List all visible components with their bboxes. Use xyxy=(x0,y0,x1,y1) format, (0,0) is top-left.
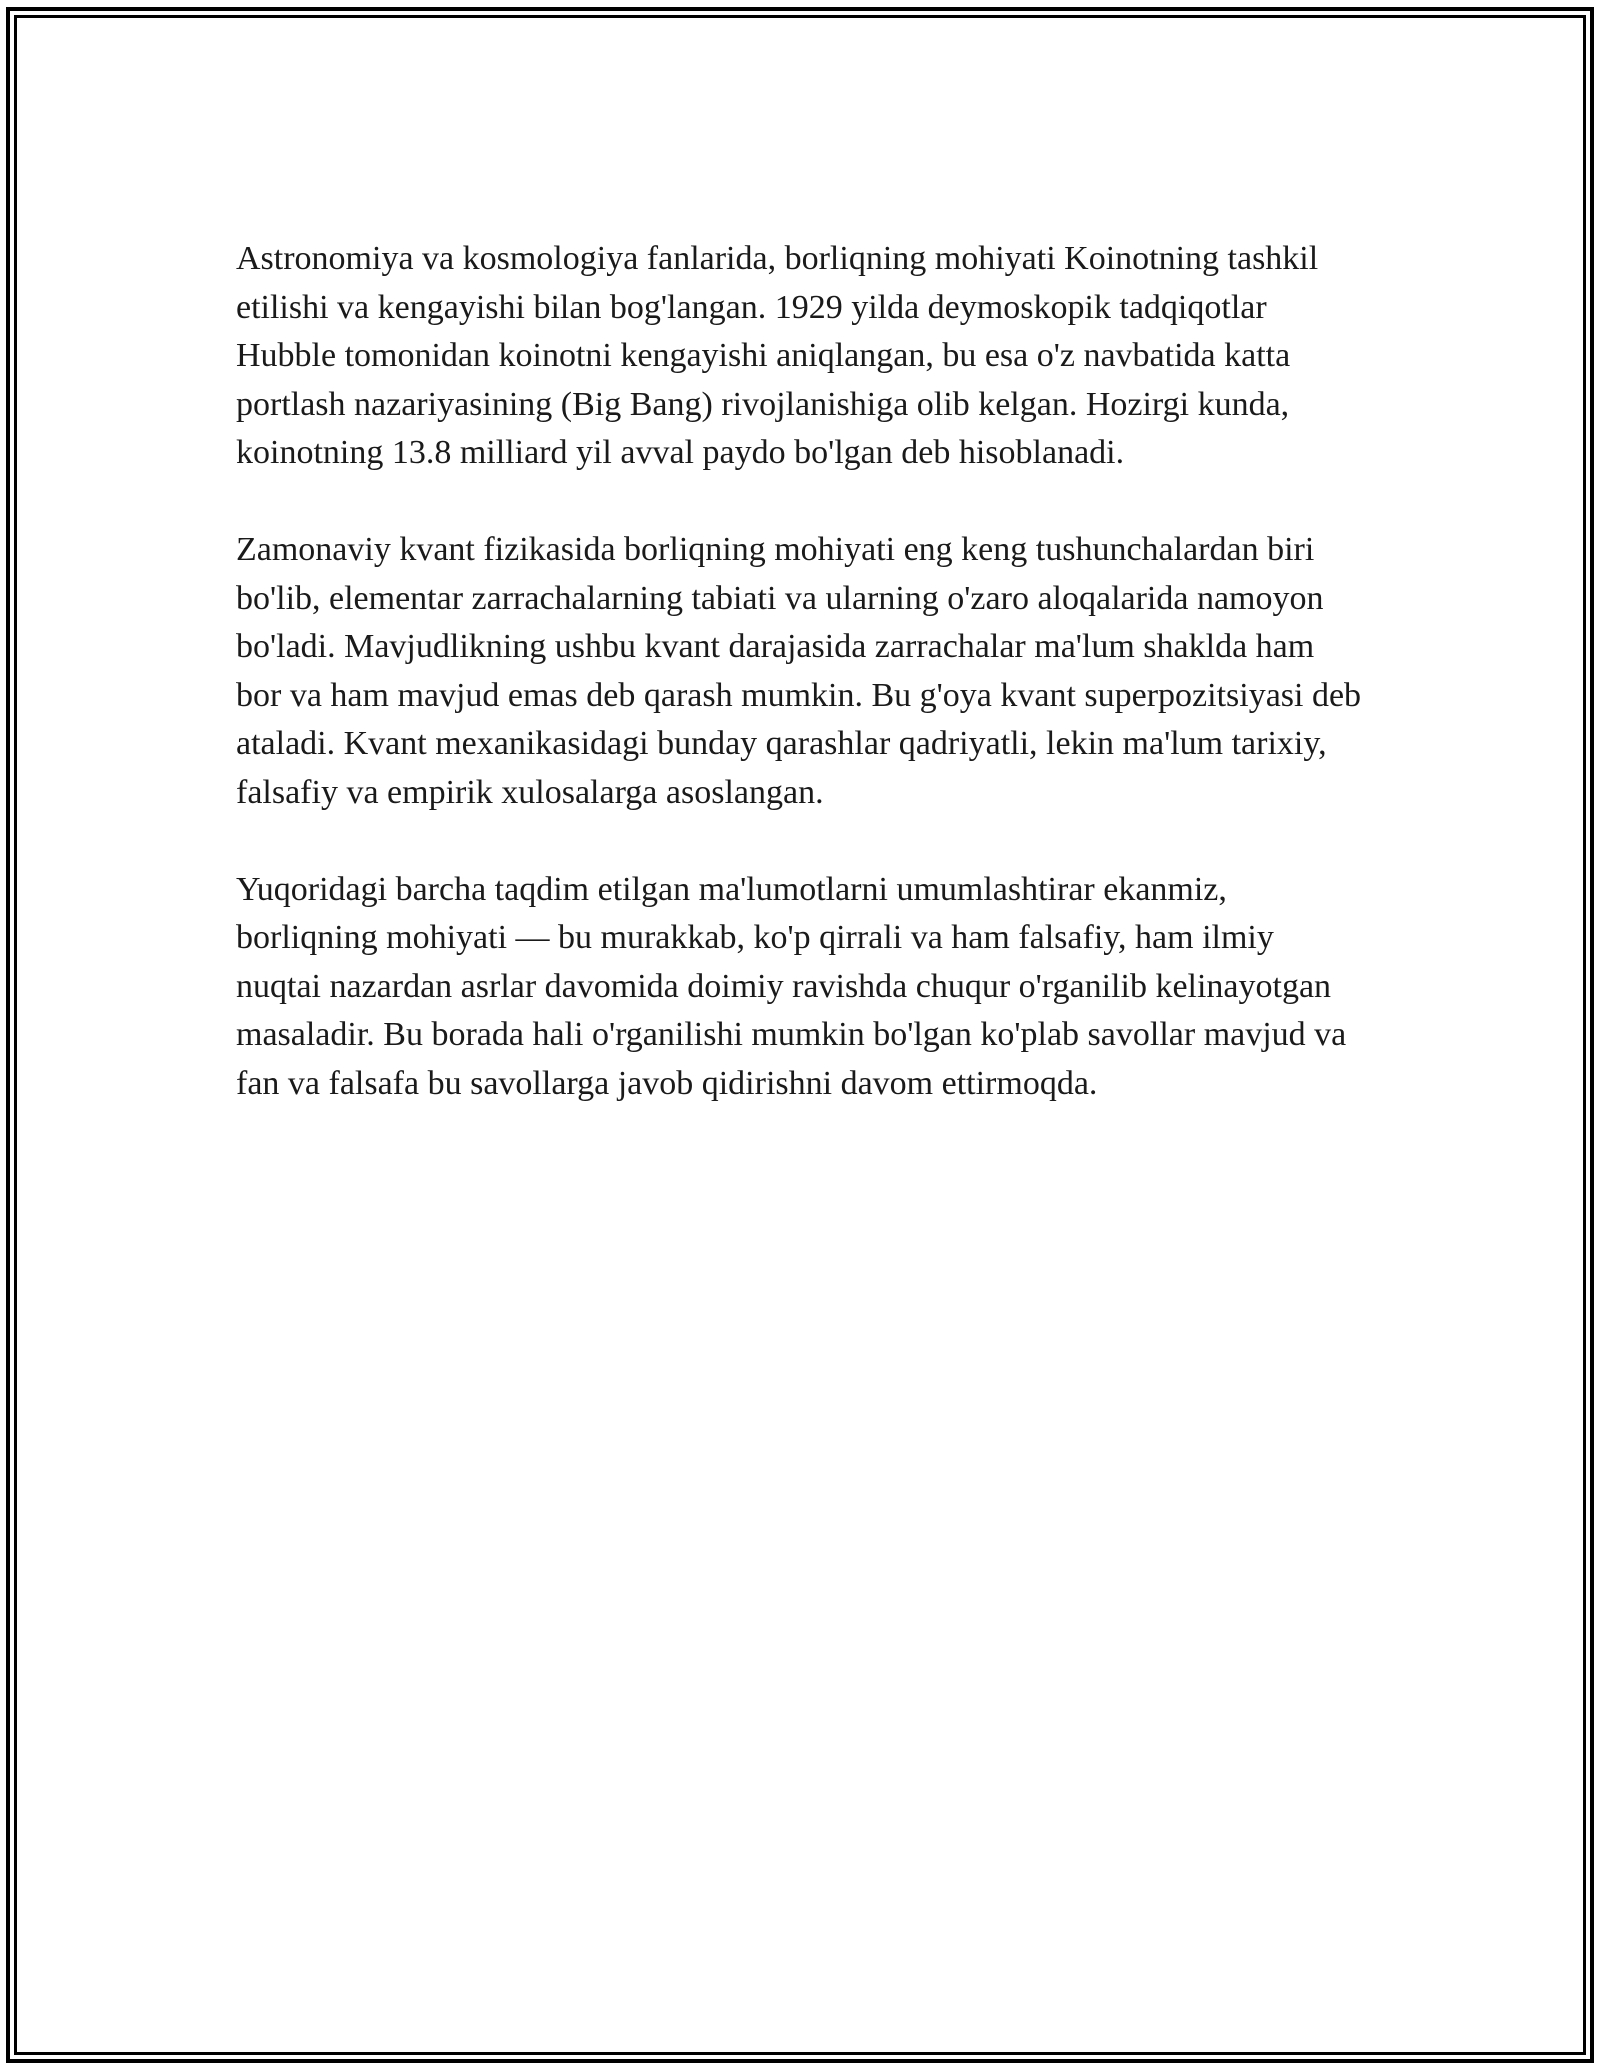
paragraph-conclusion: Yuqoridagi barcha taqdim etilgan ma'lumotlarni umumlashtirar ekanmiz, borliqning mohiyati — bu murakkab, ko'p qirrali va ham falsafiy, ham ilmiy nuqtai nazardan asrlar davomida doimiy ravishda chuqur o'rganilib kelinayotgan masaladir. Bu borada hali o'rganilishi mumkin bo'lgan ko'plab savollar mavjud va fan va falsafa bu savollarga javob qidirishni davom ettirmoqda. xyxy=(236,870,1347,1102)
paragraph-quantum-physics: Zamonaviy kvant fizikasida borliqning mohiyati eng keng tushunchalardan biri bo'lib, elementar zarrachalarning tabiati va ularning o'zaro aloqalarida namoyon bo'ladi. Mavjudlikning ushbu kvant darajasida zarrachalar ma'lum shaklda ham bor va ham mavjud emas deb qarash mumkin. Bu g'oya kvant superpozitsiyasi deb ataladi. Kvant mexanikasidagi bunday qarashlar qadriyatli, lekin ma'lum tarixiy, falsafiy va empirik xulosalarga asoslangan. xyxy=(236,531,1362,811)
paragraph-astronomy: Astronomiya va kosmologiya fanlarida, borliqning mohiyati Koinotning tashkil etilishi va kengayishi bilan bog'langan. 1929 yilda deymoskopik tadqiqotlar Hubble tomonidan koinotni kengayishi aniqlangan, bu esa o'z navbatida katta portlash nazariyasining (Big Bang) rivojlanishiga olib kelgan. Hozirgi kunda, koinotning 13.8 milliard yil avval paydo bo'lgan deb hisoblanadi. xyxy=(236,240,1319,471)
document-body xyxy=(236,235,1366,1157)
